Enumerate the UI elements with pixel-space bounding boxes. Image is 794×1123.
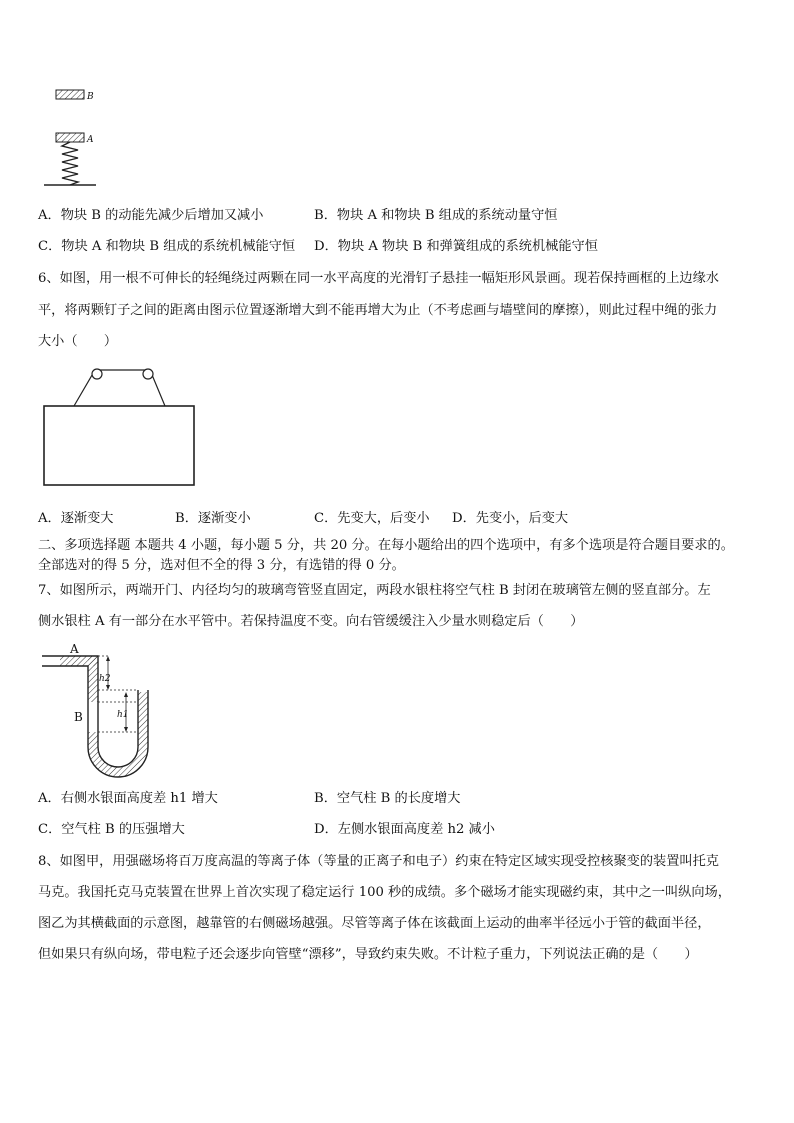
u-tube-label-h1: h1	[117, 710, 129, 720]
q6-option-d: D．先变小，后变大	[452, 511, 569, 526]
q5-option-a: A．物块 B 的动能先减少后增加又减小	[38, 208, 264, 223]
q8-stem-line-4: 但如果只有纵向场，带电粒子还会逐步向管壁“漂移”，导致约束失败。不计粒子重力，下列说法正确的是（ ）	[38, 947, 698, 962]
q6-stem-line-2: 平，将两颗钉子之间的距离由图示位置逐渐增大到不能再增大为止（不考虑画与墙壁间的摩擦），则此过程中绳的张力	[38, 303, 718, 318]
q6-option-b: B．逐渐变小	[175, 511, 251, 526]
q7-option-a: A．右侧水银面高度差 h1 增大	[38, 791, 218, 806]
nail-left	[92, 369, 102, 379]
q8-stem-line-1: 8、如图甲，用强磁场将百万度高温的等离子体（等量的正离子和电子）约束在特定区域实现受控核聚变的装置叫托克	[38, 854, 719, 869]
q7-option-b: B．空气柱 B 的长度增大	[314, 791, 461, 806]
q6-option-c: C．先变大，后变小	[314, 511, 430, 526]
q7-option-c: C．空气柱 B 的压强增大	[38, 822, 185, 837]
q5-option-b: B．物块 A 和物块 B 组成的系统动量守恒	[314, 208, 558, 223]
picture-frame-figure	[38, 362, 198, 490]
block-b-label: B	[87, 92, 94, 102]
spring	[62, 142, 78, 185]
spring-block-figure	[38, 86, 108, 190]
q5-option-c: C．物块 A 和物块 B 组成的系统机械能守恒	[38, 239, 296, 254]
q6-stem-line-3: 大小（ ）	[38, 334, 118, 349]
nail-right	[143, 369, 153, 379]
mercury-a-vertical	[88, 656, 98, 702]
block-a	[56, 133, 84, 142]
block-b	[56, 90, 84, 99]
q7-stem-line-1: 7、如图所示，两端开门、内径均匀的玻璃弯管竖直固定，两段水银柱将空气柱 B 封闭在玻璃管左侧的竖直部分。左	[38, 583, 711, 598]
mercury-u-bottom	[88, 692, 148, 777]
q6-option-a: A．逐渐变大	[38, 511, 114, 526]
q5-option-d: D．物块 A 物块 B 和弹簧组成的系统机械能守恒	[314, 239, 598, 254]
picture-frame	[44, 406, 194, 485]
u-tube-label-a: A	[70, 642, 79, 656]
u-tube-label-b: B	[74, 710, 83, 724]
q8-stem-line-2: 马克。我国托克马克装置在世界上首次实现了稳定运行 100 秒的成绩。多个磁场才能实现磁约束，其中之一叫纵向场，	[38, 885, 731, 900]
q7-stem-line-2: 侧水银柱 A 有一部分在水平管中。若保持温度不变。向右管缓缓注入少量水则稳定后（ ）	[38, 614, 584, 629]
block-a-label: A	[87, 135, 94, 145]
u-tube-figure	[38, 642, 158, 778]
section2-heading-line-1: 二、多项选择题 本题共 4 小题，每小题 5 分，共 20 分。在每小题给出的四个选项中，有多个选项是符合题目要求的。	[38, 538, 734, 553]
section2-heading-line-2: 全部选对的得 5 分，选对但不全的得 3 分，有选错的得 0 分。	[38, 558, 405, 573]
q6-stem-line-1: 6、如图，用一根不可伸长的轻绳绕过两颗在同一水平高度的光滑钉子悬挂一幅矩形风景画。现若保持画框的上边缘水	[38, 271, 719, 286]
q8-stem-line-3: 图乙为其横截面的示意图，越靠管的右侧磁场越强。尽管等离子体在该截面上运动的曲率半径远小于管的截面半径，	[38, 916, 711, 931]
u-tube-label-h2: h2	[99, 674, 111, 684]
q7-option-d: D．左侧水银面高度差 h2 减小	[314, 822, 495, 837]
